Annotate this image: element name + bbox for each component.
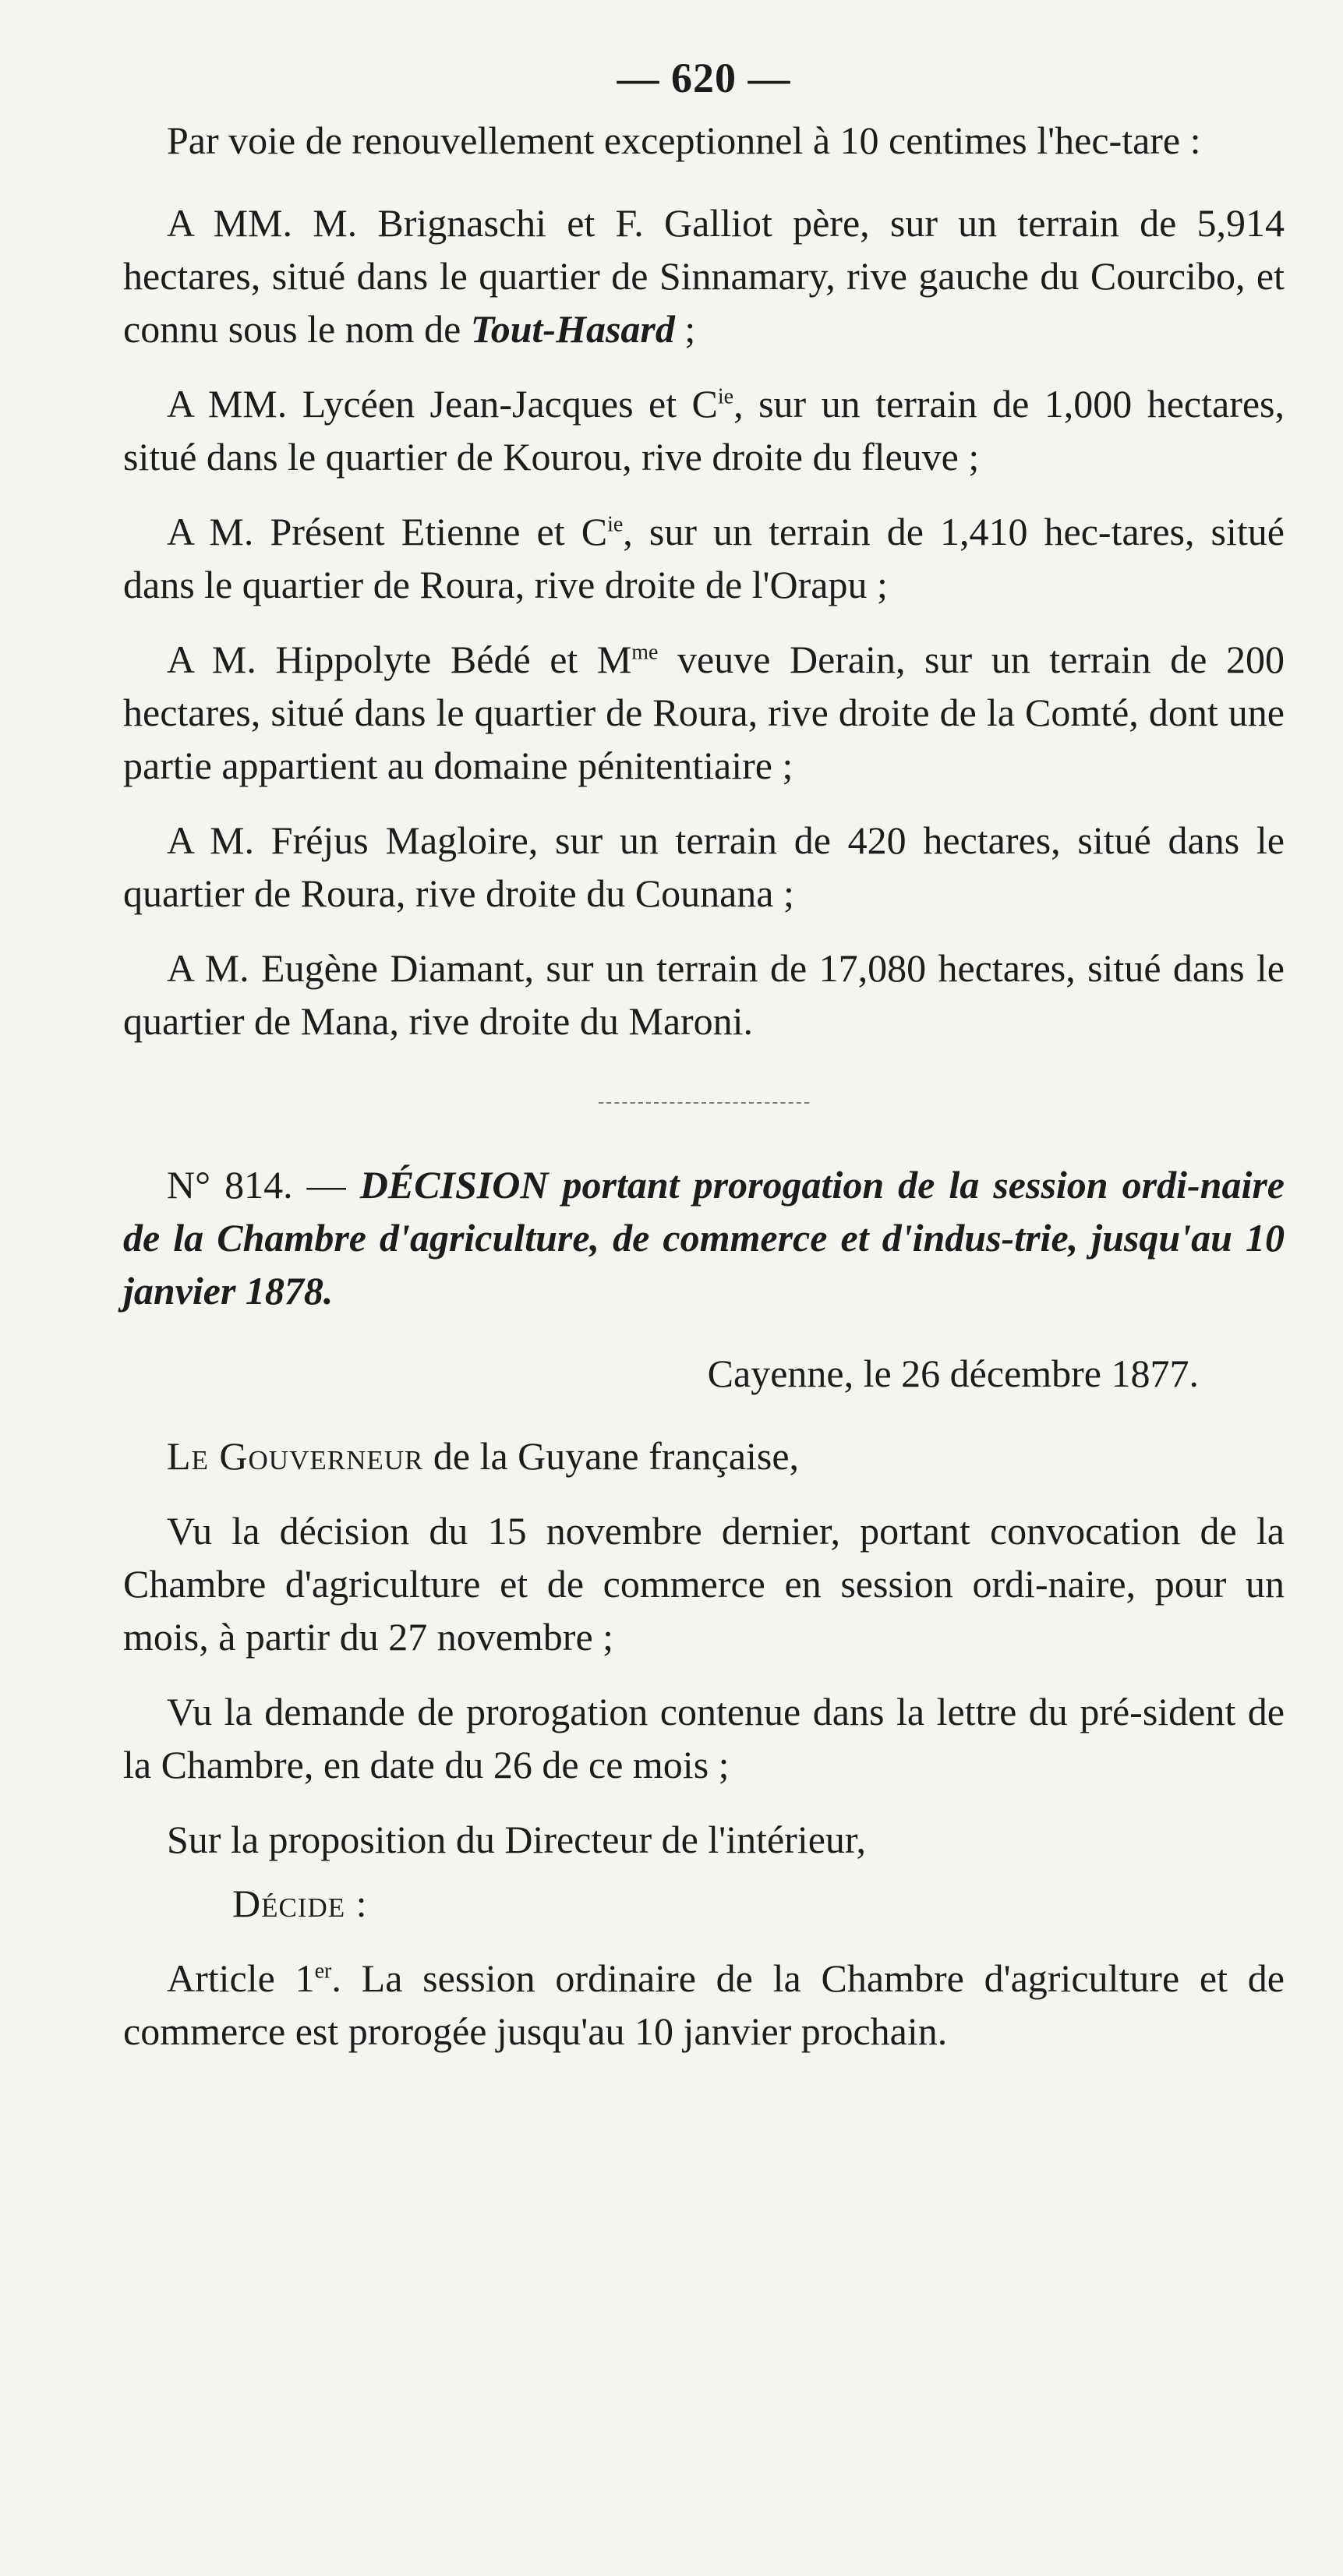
grant-paragraph-3: A M. Présent Etienne et $C^{ie}$, sur un terrain de 1,410 hec-tares, situé dans le quartier de Roura, rive droite de l'Orapu ; [123, 510, 1285, 606]
place-date: Cayenne, le 26 décembre 1877. [707, 1352, 1199, 1395]
decide-heading: Décide : [232, 1882, 368, 1925]
considerant-2: Vu la demande de prorogation contenue dans la lettre du pré-sident de la Chambre, en date du 26 de ce mois ; [123, 1690, 1285, 1786]
decision-heading [123, 1158, 1285, 1317]
page-number: — 620 — [617, 55, 791, 101]
considerant-1: Vu la décision du 15 novembre dernier, portant convocation de la Chambre d'agriculture et de commerce en session ordi-naire, pour un mois, à partir du 27 novembre ; [123, 1509, 1285, 1659]
article-1: Article 1er. La session ordinaire de la Chambre d'agriculture et de commerce est prorogée jusqu'au 10 janvier prochain. [123, 1956, 1285, 2053]
section-divider [599, 1102, 809, 1104]
document-page [123, 51, 1285, 2058]
grant-paragraph-5: A M. Fréjus Magloire, sur un terrain de 420 hectares, situé dans le quartier de Roura, rive droite du Counana ; [123, 818, 1285, 915]
decision-title: DÉCISION portant prorogation de la session ordi-naire de la Chambre d'agriculture, de commerce et d'indus-trie, jusqu'au 10 janvier 1878. [123, 1163, 1285, 1313]
decision-number: N° 814. — [167, 1163, 360, 1207]
grant-paragraph-2: A MM. Lycéen Jean-Jacques et $C^{ie}$, sur un terrain de 1,000 hectares, situé dans le quartier de Kourou, rive droite du fleuve ; [123, 382, 1285, 479]
grant-paragraph-1: A MM. M. Brignaschi et F. Galliot père, sur un terrain de 5,914 hectares, situé dans le quartier de Sinnamary, rive gauche du Courcibo, et connu sous le nom de Tout-Hasard ; [123, 201, 1285, 351]
authority-line: Le Gouverneur de la Guyane française, [167, 1434, 800, 1478]
grant-paragraph-4: A M. Hippolyte Bédé et $M^{me}$ veuve Derain, sur un terrain de 200 hectares, situé dans le quartier de Roura, rive droite de la Comté, dont une partie appartient au domaine pénitentiaire ; [123, 638, 1285, 787]
estate-name: Tout-Hasard [470, 307, 675, 351]
grant-paragraph-6: A M. Eugène Diamant, sur un terrain de 17,080 hectares, situé dans le quartier de Mana, rive droite du Maroni. [123, 946, 1285, 1043]
considerant-3: Sur la proposition du Directeur de l'intérieur, [167, 1818, 867, 1861]
intro-paragraph: Par voie de renouvellement exceptionnel à 10 centimes l'hec-tare : [167, 118, 1201, 162]
